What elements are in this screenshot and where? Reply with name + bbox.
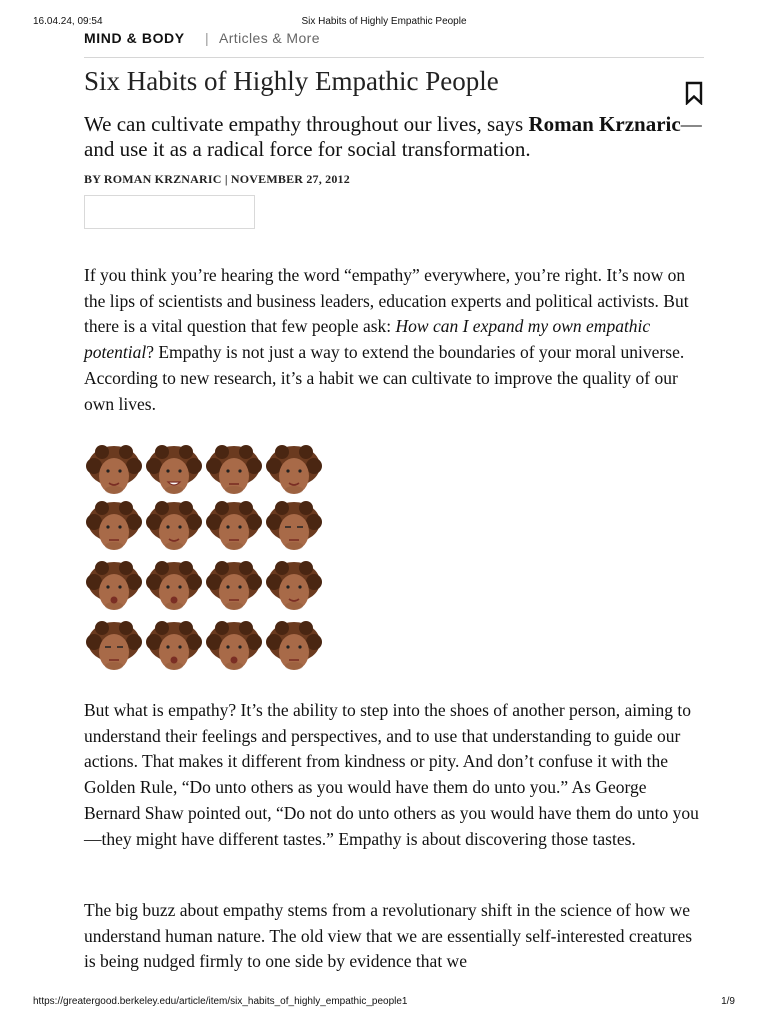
face-illustration: [206, 560, 262, 614]
face-illustration: [206, 620, 262, 674]
face-illustration: [146, 620, 202, 674]
face-illustration: [86, 444, 142, 498]
face-illustration: [86, 620, 142, 674]
paragraph-1-italic: How can I expand my own empathic potential: [84, 316, 651, 363]
subsection-link[interactable]: Articles & More: [219, 30, 320, 46]
face-illustration: [86, 560, 142, 614]
dek-text-post: —and use it as a radical force for social transformation.: [84, 112, 702, 161]
section-separator: |: [205, 30, 209, 46]
dek-text-pre: We can cultivate empathy throughout our lives, says: [84, 112, 529, 136]
face-illustration: [146, 500, 202, 554]
print-footer: [33, 996, 735, 1010]
expressions-image: [86, 442, 322, 674]
paragraph-1-post: ? Empathy is not just a way to extend the boundaries of your moral universe. According to new research, it’s a habit we can cultivate to improve the quality of our own lives.: [84, 342, 685, 414]
article-dek: [84, 112, 714, 162]
print-page-title: Six Habits of Highly Empathic People: [301, 16, 467, 27]
face-illustration: [266, 444, 322, 498]
face-illustration: [266, 560, 322, 614]
section-bar: [84, 30, 704, 58]
paragraph-1-pre: If you think you’re hearing the word “empathy” everywhere, you’re right. It’s now on the lips of scientists and business leaders, education experts and political activists. But there is a vital question that few people ask:: [84, 265, 689, 337]
face-illustration: [206, 500, 262, 554]
section-link[interactable]: MIND & BODY: [84, 30, 185, 46]
face-illustration: [206, 444, 262, 498]
article-title: Six Habits of Highly Empathic People: [84, 66, 499, 96]
face-illustration: [146, 560, 202, 614]
face-illustration: [266, 500, 322, 554]
print-header: [33, 16, 735, 30]
print-url: https://greatergood.berkeley.edu/article/item/six_habits_of_highly_empathic_people1: [33, 996, 408, 1007]
paragraph-3: The big buzz about empathy stems from a revolutionary shift in the science of how we understand human nature. The old view that we are essentially self-interested creatures is being nudged firmly to one side by evidence that we: [84, 900, 693, 972]
paragraph-2: But what is empathy? It’s the ability to step into the shoes of another person, aiming to understand their feelings and perspectives, and to use that understanding to guide our actions. That makes it different from kindness or pity. And don’t confuse it with the Golden Rule, “Do unto others as you would have them do unto you.” As George Bernard Shaw pointed out, “Do not do unto others as you would have them do unto you—they might have different tastes.” Empathy is about discovering those tastes.: [84, 700, 699, 849]
bookmark-button[interactable]: [684, 81, 704, 105]
print-page-number: 1/9: [721, 996, 735, 1007]
paragraph-1: [84, 263, 706, 417]
bookmark-icon: [684, 81, 704, 105]
byline: BY ROMAN KRZNARIC | NOVEMBER 27, 2012: [84, 172, 350, 186]
print-timestamp: 16.04.24, 09:54: [33, 16, 103, 27]
face-illustration: [86, 500, 142, 554]
dek-author-link[interactable]: Roman Krznaric: [528, 112, 681, 136]
face-illustration: [146, 444, 202, 498]
face-illustration: [266, 620, 322, 674]
share-widget[interactable]: [84, 195, 255, 229]
